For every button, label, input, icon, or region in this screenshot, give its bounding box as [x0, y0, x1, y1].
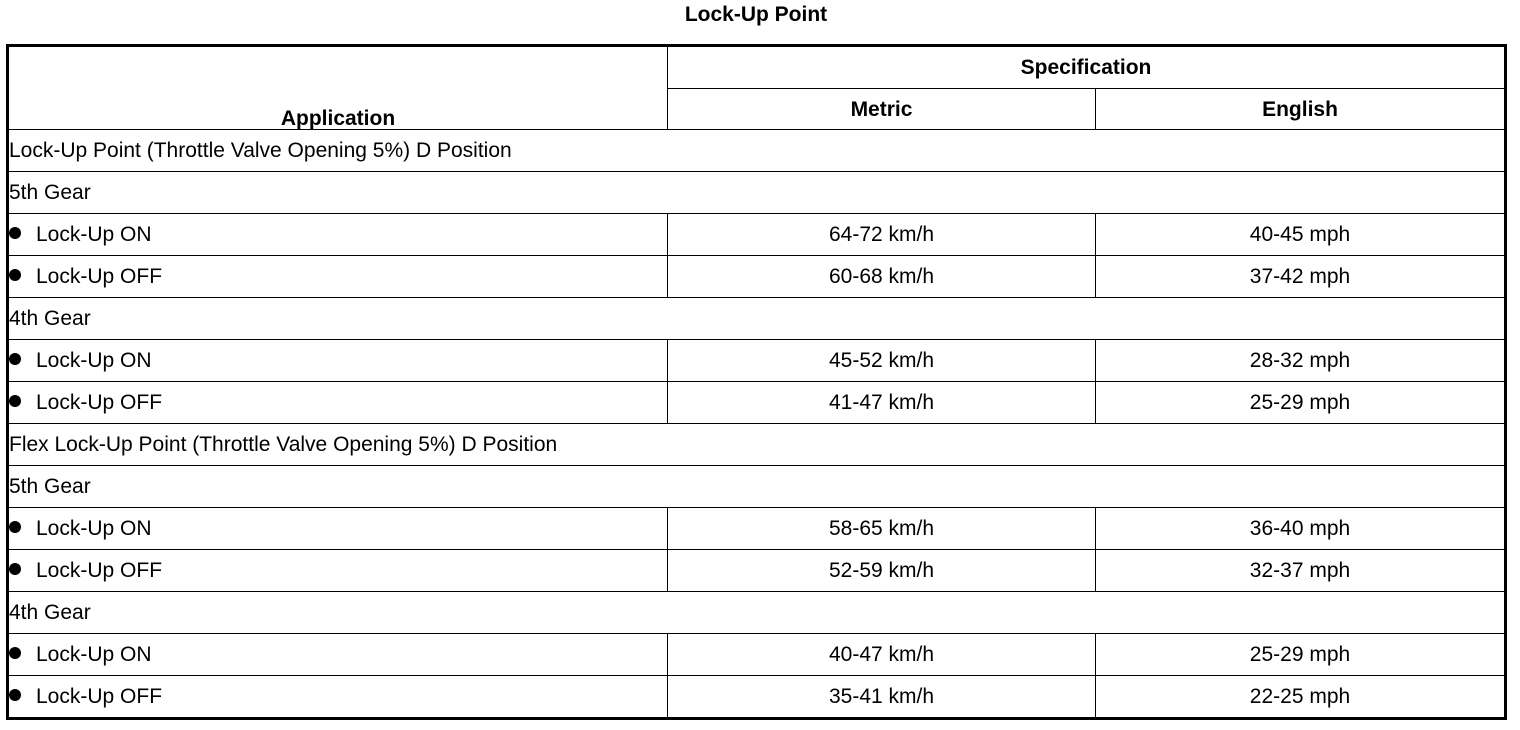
metric-value: 45-52 km/h: [668, 340, 1096, 382]
bullet-icon: [9, 227, 21, 239]
metric-header: Metric: [668, 89, 1096, 130]
item-cell: [8, 382, 668, 424]
table-row: [8, 508, 1506, 550]
english-value: 25-29 mph: [1096, 634, 1506, 676]
metric-value: 52-59 km/h: [668, 550, 1096, 592]
item-label: Lock-Up OFF: [36, 685, 163, 708]
table-row: [8, 592, 1506, 634]
gear-label: 5th Gear: [8, 466, 1506, 508]
english-value: 36-40 mph: [1096, 508, 1506, 550]
item-label: Lock-Up OFF: [36, 265, 163, 288]
table-row: [8, 382, 1506, 424]
item-cell: [8, 550, 668, 592]
gear-label: 4th Gear: [8, 298, 1506, 340]
bullet-icon: [9, 353, 21, 365]
table-row: [8, 172, 1506, 214]
table-row: [8, 214, 1506, 256]
bullet-icon: [9, 647, 21, 659]
metric-value: 60-68 km/h: [668, 256, 1096, 298]
table-row: [8, 298, 1506, 340]
metric-value: 58-65 km/h: [668, 508, 1096, 550]
metric-value: 40-47 km/h: [668, 634, 1096, 676]
item-cell: [8, 508, 668, 550]
bullet-icon: [9, 563, 21, 575]
english-value: 32-37 mph: [1096, 550, 1506, 592]
english-value: 25-29 mph: [1096, 382, 1506, 424]
item-label: Lock-Up OFF: [36, 559, 163, 582]
table-row: [8, 340, 1506, 382]
bullet-icon: [9, 689, 21, 701]
table-row: [8, 256, 1506, 298]
item-cell: [8, 340, 668, 382]
english-value: 37-42 mph: [1096, 256, 1506, 298]
table-title: Lock-Up Point: [684, 3, 828, 26]
bullet-icon: [9, 269, 21, 281]
table-row: [8, 550, 1506, 592]
metric-value: 35-41 km/h: [668, 676, 1096, 719]
bullet-icon: [9, 395, 21, 407]
english-value: 40-45 mph: [1096, 214, 1506, 256]
table-row: [8, 130, 1506, 172]
english-value: 22-25 mph: [1096, 676, 1506, 719]
english-value: 28-32 mph: [1096, 340, 1506, 382]
lock-up-point-table: [6, 44, 1507, 720]
item-label: Lock-Up ON: [36, 349, 152, 372]
metric-value: 41-47 km/h: [668, 382, 1096, 424]
english-header: English: [1096, 89, 1506, 130]
application-header: Application: [8, 46, 668, 130]
gear-label: 5th Gear: [8, 172, 1506, 214]
header-row: [8, 46, 1506, 89]
table-row: [8, 634, 1506, 676]
item-cell: [8, 634, 668, 676]
item-cell: [8, 676, 668, 719]
table-row: [8, 424, 1506, 466]
item-label: Lock-Up ON: [36, 643, 152, 666]
item-label: Lock-Up ON: [36, 517, 152, 540]
table-body: [8, 130, 1506, 719]
item-cell: [8, 214, 668, 256]
table-row: [8, 676, 1506, 719]
bullet-icon: [9, 521, 21, 533]
gear-label: 4th Gear: [8, 592, 1506, 634]
specification-header: Specification: [668, 46, 1506, 89]
table-row: [8, 466, 1506, 508]
item-cell: [8, 256, 668, 298]
item-label: Lock-Up OFF: [36, 391, 163, 414]
section-label: Flex Lock-Up Point (Throttle Valve Opening 5%) D Position: [8, 424, 1506, 466]
section-label: Lock-Up Point (Throttle Valve Opening 5%) D Position: [8, 130, 1506, 172]
item-label: Lock-Up ON: [36, 223, 152, 246]
metric-value: 64-72 km/h: [668, 214, 1096, 256]
